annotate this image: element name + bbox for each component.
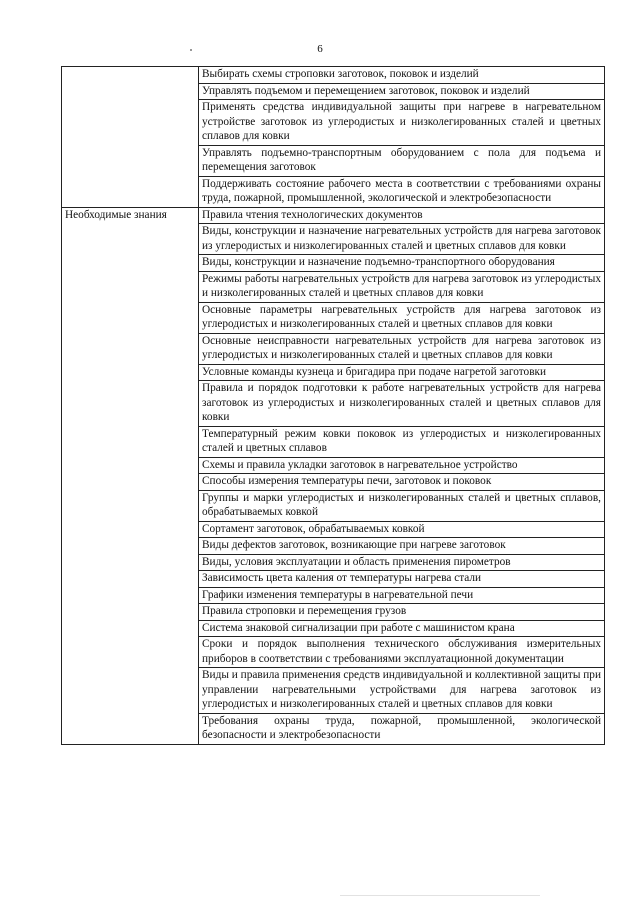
table-cell: Графики изменения температуры в нагревательной печи — [199, 587, 605, 604]
table-cell: Основные неисправности нагревательных устройств для нагрева заготовок из углеродистых и низколегированных сталей и цветных сплавов для ковки — [199, 333, 605, 364]
table-cell: Режимы работы нагревательных устройств для нагрева заготовок из углеродистых и низколегированных сталей и цветных сплавов для ковки — [199, 271, 605, 302]
table-cell: Управлять подъемно-транспортным оборудованием с пола для подъема и перемещения заготовок — [199, 145, 605, 176]
table-cell: Зависимость цвета каления от температуры нагрева стали — [199, 571, 605, 588]
table-cell: Группы и марки углеродистых и низколегированных сталей и цветных сплавов, обрабатываемых ковкой — [199, 490, 605, 521]
table-cell: Схемы и правила укладки заготовок в нагревательное устройство — [199, 457, 605, 474]
table-cell: Выбирать схемы строповки заготовок, поковок и изделий — [199, 67, 605, 84]
table-cell: Виды дефектов заготовок, возникающие при нагреве заготовок — [199, 538, 605, 555]
scan-speck — [190, 49, 192, 51]
labor-function-table — [61, 66, 605, 745]
table-cell: Правила строповки и перемещения грузов — [199, 604, 605, 621]
table-cell: Правила и порядок подготовки к работе нагревательных устройств для нагрева заготовок из углеродистых и низколегированных сталей и цветных сплавов для ковки — [199, 381, 605, 427]
table-cell: Виды, конструкции и назначение нагревательных устройств для нагрева заготовок из углеродистых и низколегированных сталей и цветных сплавов для ковки — [199, 224, 605, 255]
scan-edge-line — [340, 895, 540, 896]
table-row — [62, 207, 605, 224]
page-number: 6 — [317, 43, 323, 55]
table-cell: Сроки и порядок выполнения технического обслуживания измерительных приборов в соответствии с требованиями эксплуатационной документации — [199, 637, 605, 668]
table-cell: Способы измерения температуры печи, заготовок и поковок — [199, 474, 605, 491]
table-cell: Сортамент заготовок, обрабатываемых ковкой — [199, 521, 605, 538]
table-cell: Виды и правила применения средств индивидуальной и коллективной защиты при управлении нагревательными устройствами для нагрева заготовок из углеродистых и низколегированных сталей и цветных сплавов для ковки — [199, 668, 605, 714]
table-cell: Основные параметры нагревательных устройств для нагрева заготовок из углеродистых и низколегированных сталей и цветных сплавов для ковки — [199, 302, 605, 333]
table-cell: Виды, условия эксплуатации и область применения пирометров — [199, 554, 605, 571]
table-cell: Управлять подъемом и перемещением заготовок, поковок и изделий — [199, 83, 605, 100]
table-cell: Температурный режим ковки поковок из углеродистых и низколегированных сталей и цветных сплавов — [199, 426, 605, 457]
table-cell: Применять средства индивидуальной защиты при нагреве в нагревательном устройстве заготовок из углеродистых и низколегированных сталей и цветных сплавов для ковки — [199, 100, 605, 146]
table-cell: Поддерживать состояние рабочего места в соответствии с требованиями охраны труда, пожарной, промышленной, экологической и электробезопасности — [199, 176, 605, 207]
table-cell: Система знаковой сигнализации при работе с машинистом крана — [199, 620, 605, 637]
table-cell: Правила чтения технологических документов — [199, 207, 605, 224]
table-row — [62, 67, 605, 84]
table-cell: Условные команды кузнеца и бригадира при подаче нагретой заготовки — [199, 364, 605, 381]
skills-label-cell — [62, 67, 199, 208]
table-cell: Требования охраны труда, пожарной, промышленной, экологической безопасности и электробезопасности — [199, 713, 605, 744]
knowledge-label-cell: Необходимые знания — [62, 207, 199, 744]
table-cell: Виды, конструкции и назначение подъемно-транспортного оборудования — [199, 255, 605, 272]
